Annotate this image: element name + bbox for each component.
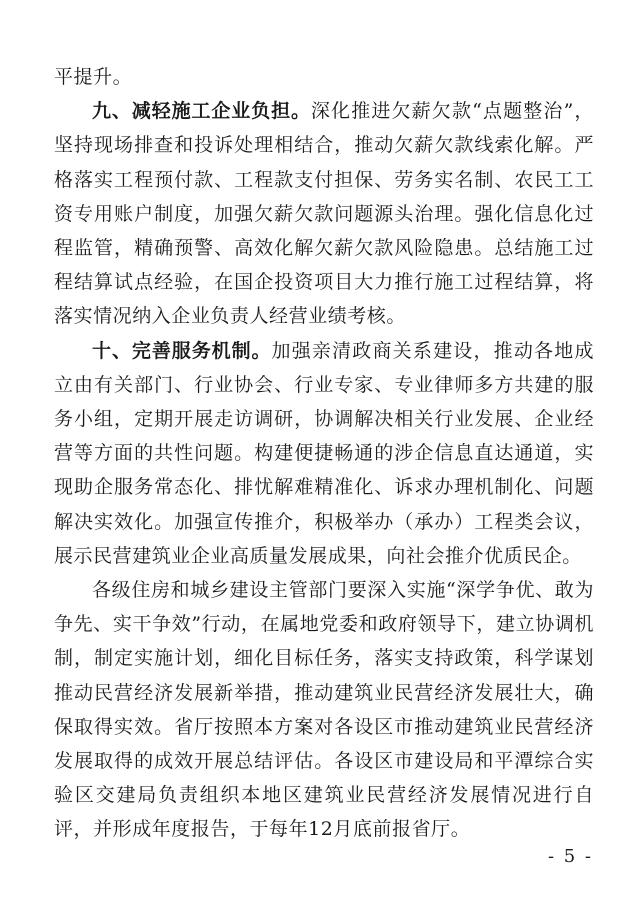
document-body [54, 60, 594, 847]
paragraph-text: 各级住房和城乡建设主管部门要深入实施“深学争优、敢为争先、实干争效”行动，在属地党委和政府领导下，建立协调机制，制定实施计划，细化目标任务，落实支持政策，科学谋划推动民营经济发展新举措，推动建筑业民营经济发展壮大，确保取得实效。省厅按照本方案对各设区市推动建筑业民营经济发展取得的成效开展总结评估。各设区市建设局和平潭综合实验区交建局负责组织本地区建筑业民营经济发展情况进行自评，并形成年度报告，于每年12月底前报省厅。 [54, 579, 594, 841]
paragraph-section-9 [54, 94, 594, 333]
section-heading: 十、完善服务机制。 [92, 339, 272, 362]
page-number: - 5 - [547, 846, 593, 867]
section-heading: 九、减轻施工企业负担。 [92, 100, 311, 123]
paragraph-closing [54, 573, 594, 847]
paragraph-section-10 [54, 334, 594, 573]
paragraph-text: 加强亲清政商关系建设，推动各地成立由有关部门、行业协会、行业专家、专业律师多方共建的服务小组，定期开展走访调研，协调解决相关行业发展、企业经营等方面的共性问题。构建便捷畅通的涉企信息直达通道，实现助企服务常态化、排忧解难精准化、诉求办理机制化、问题解决实效化。加强宣传推介，积极举办（承办）工程类会议，展示民营建筑业企业高质量发展成果，向社会推介优质民企。 [54, 339, 594, 567]
paragraph-text: 深化推进欠薪欠款“点题整治”，坚持现场排查和投诉处理相结合，推动欠薪欠款线索化解。严格落实工程预付款、工程款支付担保、劳务实名制、农民工工资专用账户制度，加强欠薪欠款问题源头治理。强化信息化过程监管，精确预警、高效化解欠薪欠款风险隐患。总结施工过程结算试点经验，在国企投资项目大力推行施工过程结算，将落实情况纳入企业负责人经营业绩考核。 [54, 100, 594, 328]
paragraph-continuation [54, 60, 594, 94]
paragraph-text: 平提升。 [54, 66, 133, 88]
